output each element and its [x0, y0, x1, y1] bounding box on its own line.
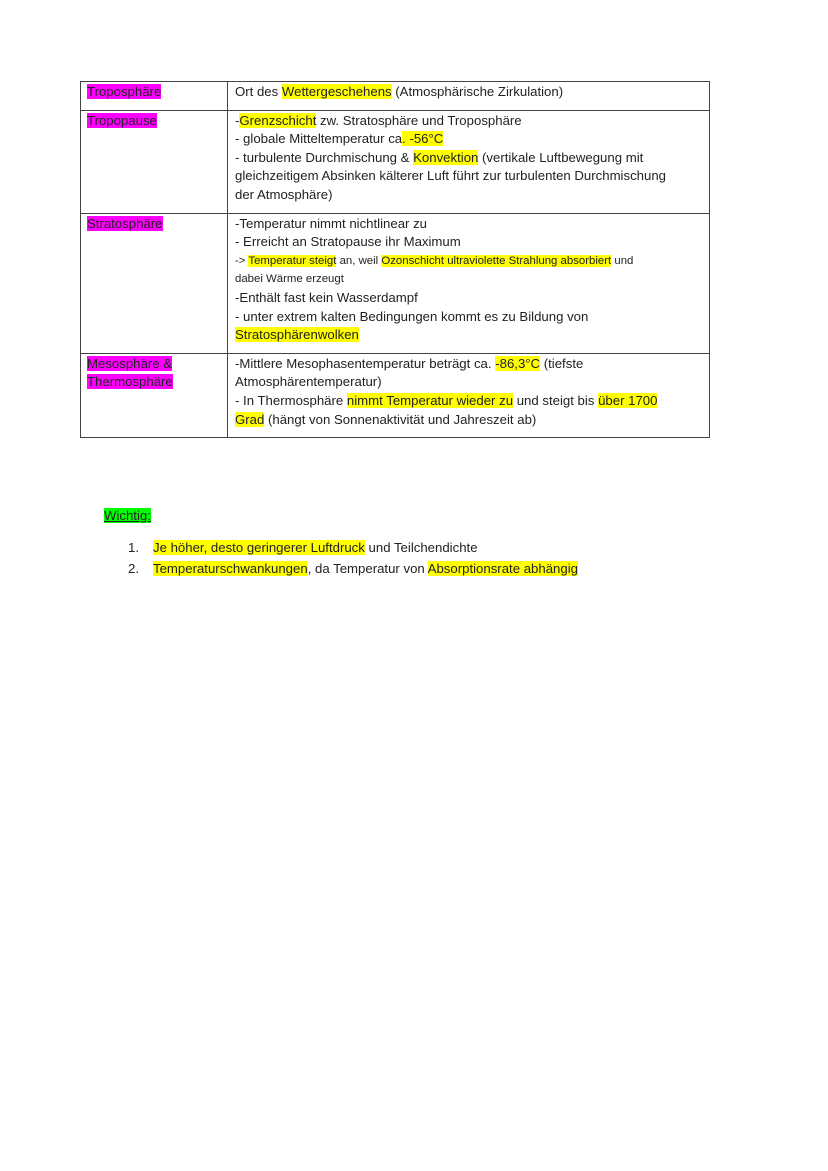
description-line: [235, 149, 703, 168]
description-line: [235, 83, 703, 102]
layer-description-cell: [228, 213, 710, 353]
layer-description-cell: [228, 353, 710, 437]
highlighted-text: . -56°C: [402, 131, 444, 147]
text-segment: Ort des: [235, 84, 282, 99]
important-heading-text: Wichtig:: [104, 508, 151, 523]
layer-name-cell: [81, 82, 228, 111]
text-segment: und Teilchendichte: [364, 540, 478, 555]
description-line: [235, 289, 703, 308]
list-number: 2.: [128, 560, 139, 576]
highlighted-text: über 1700: [598, 392, 658, 408]
text-segment: , da Temperatur von: [307, 560, 428, 576]
description-line: [235, 308, 703, 327]
text-segment: - unter extrem kalten Bedingungen kommt es zu Bildung von: [235, 308, 589, 324]
highlighted-text: Absorptionsrate abhängig: [427, 560, 578, 576]
description-line: [235, 411, 703, 430]
layer-name: Stratosphäre: [87, 215, 163, 231]
text-segment: Atmosphärentemperatur): [235, 374, 382, 390]
text-segment: -: [235, 112, 240, 128]
text-segment: dabei Wärme erzeugt: [235, 273, 344, 286]
highlighted-text: Stratosphärenwolken: [235, 327, 359, 343]
text-segment: (Atmosphärische Zirkulation): [391, 84, 564, 99]
text-segment: - In Thermosphäre: [235, 392, 347, 408]
highlighted-text: Je höher, desto geringerer Luftdruck: [153, 540, 365, 555]
text-segment: (hängt von Sonnenaktivität und Jahreszeit ab): [264, 411, 537, 427]
description-line: [235, 167, 703, 186]
table-body: [81, 82, 710, 438]
highlighted-text: Wettergeschehens: [281, 84, 392, 99]
text-segment: -Enthält fast kein Wasserdampf: [235, 289, 418, 305]
text-segment: - globale Mitteltemperatur ca: [235, 131, 403, 147]
layer-name-cell: [81, 110, 228, 213]
description-line: [235, 112, 703, 131]
layer-description-cell: [228, 110, 710, 213]
highlighted-text: Temperaturschwankungen: [153, 560, 308, 576]
text-segment: und: [611, 254, 634, 267]
description-line: [235, 373, 703, 392]
list-number: 1.: [128, 540, 139, 555]
highlighted-text: Grenzschicht: [239, 112, 317, 128]
description-line: [235, 270, 703, 289]
description-line: [235, 130, 703, 149]
list-item: [128, 538, 578, 559]
table-row: [81, 353, 710, 437]
layer-name: Tropopause: [87, 112, 157, 128]
highlighted-text: nimmt Temperatur wieder zu: [346, 392, 514, 408]
description-line: [235, 392, 703, 411]
highlighted-text: Grad: [235, 411, 265, 427]
text-segment: gleichzeitigem Absinken kälterer Luft führt zur turbulenten Durchmischung: [235, 168, 667, 184]
important-list: [128, 538, 578, 579]
table-row: [81, 213, 710, 353]
description-line: [235, 233, 703, 252]
text-segment: (vertikale Luftbewegung mit: [478, 149, 644, 165]
list-item: [128, 559, 578, 580]
table-row: [81, 82, 710, 111]
text-segment: -Temperatur nimmt nichtlinear zu: [235, 215, 428, 231]
description-line: [235, 252, 703, 271]
text-segment: ->: [235, 254, 249, 267]
highlighted-text: -86,3°C: [495, 355, 541, 371]
text-segment: -Mittlere Mesophasentemperatur beträgt ca.: [235, 355, 496, 371]
layer-description-cell: [228, 82, 710, 111]
text-segment: an, weil: [336, 254, 382, 267]
text-segment: (tiefste: [540, 355, 584, 371]
text-segment: und steigt bis: [513, 392, 599, 408]
text-segment: zw. Stratosphäre und Troposphäre: [316, 112, 522, 128]
highlighted-text: Ozonschicht ultraviolette Strahlung absorbiert: [381, 254, 612, 267]
atmosphere-layers-table: [80, 81, 710, 438]
layer-name: Troposphäre: [87, 84, 162, 99]
highlighted-text: Konvektion: [413, 149, 479, 165]
text-segment: der Atmosphäre): [235, 186, 333, 202]
description-line: [235, 215, 703, 234]
text-segment: - Erreicht an Stratopause ihr Maximum: [235, 234, 461, 250]
table-row: [81, 110, 710, 213]
text-segment: - turbulente Durchmischung &: [235, 149, 414, 165]
description-line: [235, 186, 703, 205]
layer-name-cell: [81, 353, 228, 437]
description-line: [235, 355, 703, 374]
highlighted-text: Temperatur steigt: [248, 254, 337, 267]
layer-name-cell: [81, 213, 228, 353]
layer-name: Mesosphäre & Thermosphäre: [87, 355, 173, 390]
important-heading: [104, 508, 151, 523]
description-line: [235, 326, 703, 345]
